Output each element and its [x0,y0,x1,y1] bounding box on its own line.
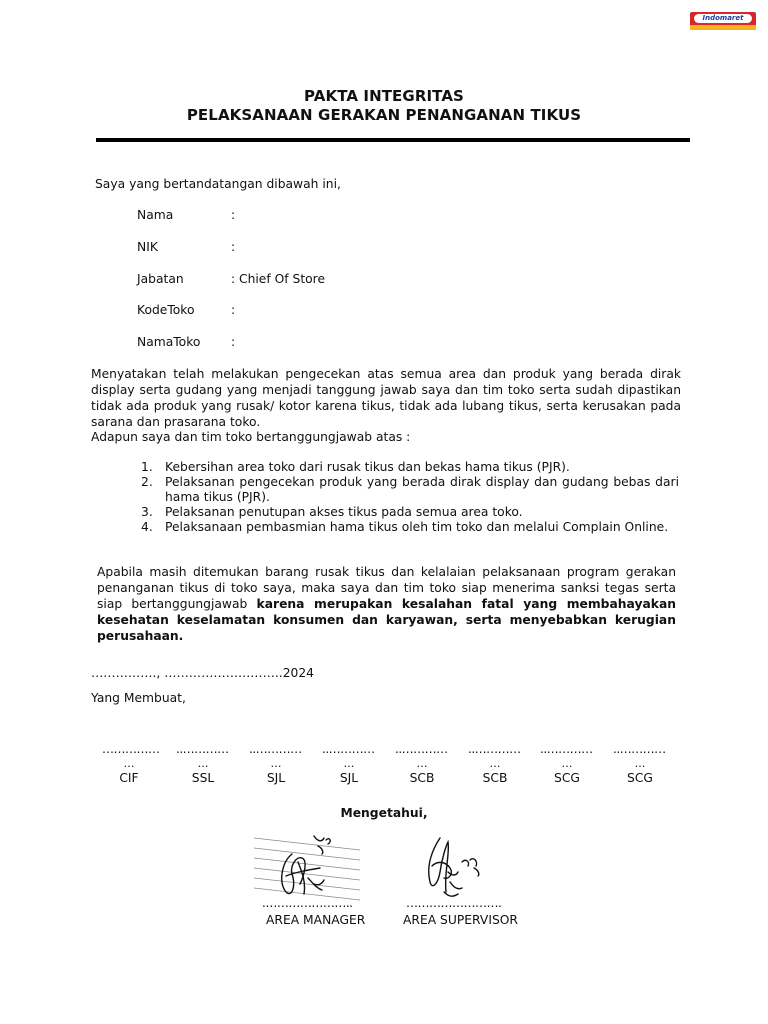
made-by-label: Yang Membuat, [91,691,186,705]
signature-line[interactable]: ..………… [468,742,521,756]
signature-line[interactable]: .………………….. [262,896,353,910]
responsibility-list [137,460,679,535]
approver-role: AREA SUPERVISOR [403,913,518,927]
logo-wordmark: Indomaret [702,14,744,22]
list-text: Pelaksanaan pembasmian hama tikus oleh tim toko dan melalui Complain Online. [165,520,669,534]
signer-role: SCB [409,771,435,785]
signature-line[interactable]: ..………… [613,742,666,756]
responsibility-intro: Adapun saya dan tim toko bertanggungjawab atas : [91,430,411,444]
field-colon: : [231,272,236,286]
field-label-kodetoko: KodeToko [137,303,195,317]
signer-role: SJL [339,771,359,785]
document-subtitle: PELAKSANAAN GERAKAN PENANGANAN TIKUS [186,106,582,124]
signature-line[interactable]: ..………… [395,742,448,756]
field-colon: : [231,240,236,254]
list-item [137,520,679,535]
signer-name-placeholder: … [489,757,501,770]
list-text: Pelaksanan pengecekan produk yang berada dirak display dan gudang bebas dari hama tikus (PJR). [165,475,679,504]
field-value-jabatan[interactable]: Chief Of Store [239,272,326,286]
statement-paragraph: Menyatakan telah melakukan pengecekan atas semua area dan produk yang berada dirak display serta gudang yang menjadi tanggung jawab saya dan tim toko serta sudah dipastikan tidak ada produk yang rusak/ kotor karena tikus, tidak ada lubang tikus, serta kerusakan pada sarana dan prasarana toko. [91,367,681,429]
list-number: 4. [141,520,153,534]
document-title: PAKTA INTEGRITAS [304,87,464,105]
area-supervisor-signature [418,832,498,904]
signature-line[interactable]: …………… [102,742,160,756]
signature-line[interactable]: ..………… [176,742,229,756]
signer-role: SCB [482,771,508,785]
signer-name-placeholder: … [416,757,428,770]
field-colon: : [231,303,236,317]
company-logo [690,12,756,30]
field-label-nik: NIK [137,240,158,254]
signer-name-placeholder: … [634,757,646,770]
list-text: Kebersihan area toko dari rusak tikus dan bekas hama tikus (PJR). [165,460,570,474]
field-label-jabatan: Jabatan [137,272,184,286]
list-text: Pelaksanan penutupan akses tikus pada semua area toko. [165,505,523,519]
signer-role: SCG [554,771,580,785]
title-divider [96,138,690,142]
approver-role: AREA MANAGER [266,913,366,927]
signer-name-placeholder: … [270,757,282,770]
field-label-namatoko: NamaToko [137,335,201,349]
field-colon: : [231,335,236,349]
signature-line[interactable]: ..………… [322,742,375,756]
area-manager-signature [252,832,367,902]
acknowledged-label: Mengetahui, [340,806,428,820]
signer-name-placeholder: … [123,757,135,770]
sanction-bold-text: karena merupakan kesalahan fatal yang membahayakan kesehatan keselamatan konsumen dan karyawan, serta menyebabkan kerugian perusahaan. [97,597,676,643]
logo-yellow-stripe [690,25,756,30]
sanction-paragraph [97,564,676,644]
signature-line[interactable]: ……………………. [406,896,502,910]
date-line: ……………., ………………………..2024 [91,666,314,680]
signer-role: SSL [191,771,215,785]
list-number: 1. [141,460,153,474]
signer-name-placeholder: … [561,757,573,770]
field-label-nama: Nama [137,208,174,222]
signature-line[interactable]: ..………… [249,742,302,756]
signer-role: CIF [119,771,139,785]
sanction-text: Apabila masih ditemukan barang rusak tikus dan kelalaian pelaksanaan program gerakan penanganan tikus di toko saya, maka saya dan tim toko siap menerima sanksi tegas serta siap bertanggungjawab [97,565,676,611]
signer-role: SCG [627,771,653,785]
signature-line[interactable]: ..………… [540,742,593,756]
signer-name-placeholder: … [197,757,209,770]
list-item [137,475,679,505]
list-item [137,460,679,475]
list-number: 3. [141,505,153,519]
signer-role: SJL [266,771,286,785]
signer-name-placeholder: … [343,757,355,770]
list-number: 2. [141,475,153,489]
field-colon: : [231,208,236,222]
list-item [137,505,679,520]
intro-text: Saya yang bertandatangan dibawah ini, [95,177,341,191]
